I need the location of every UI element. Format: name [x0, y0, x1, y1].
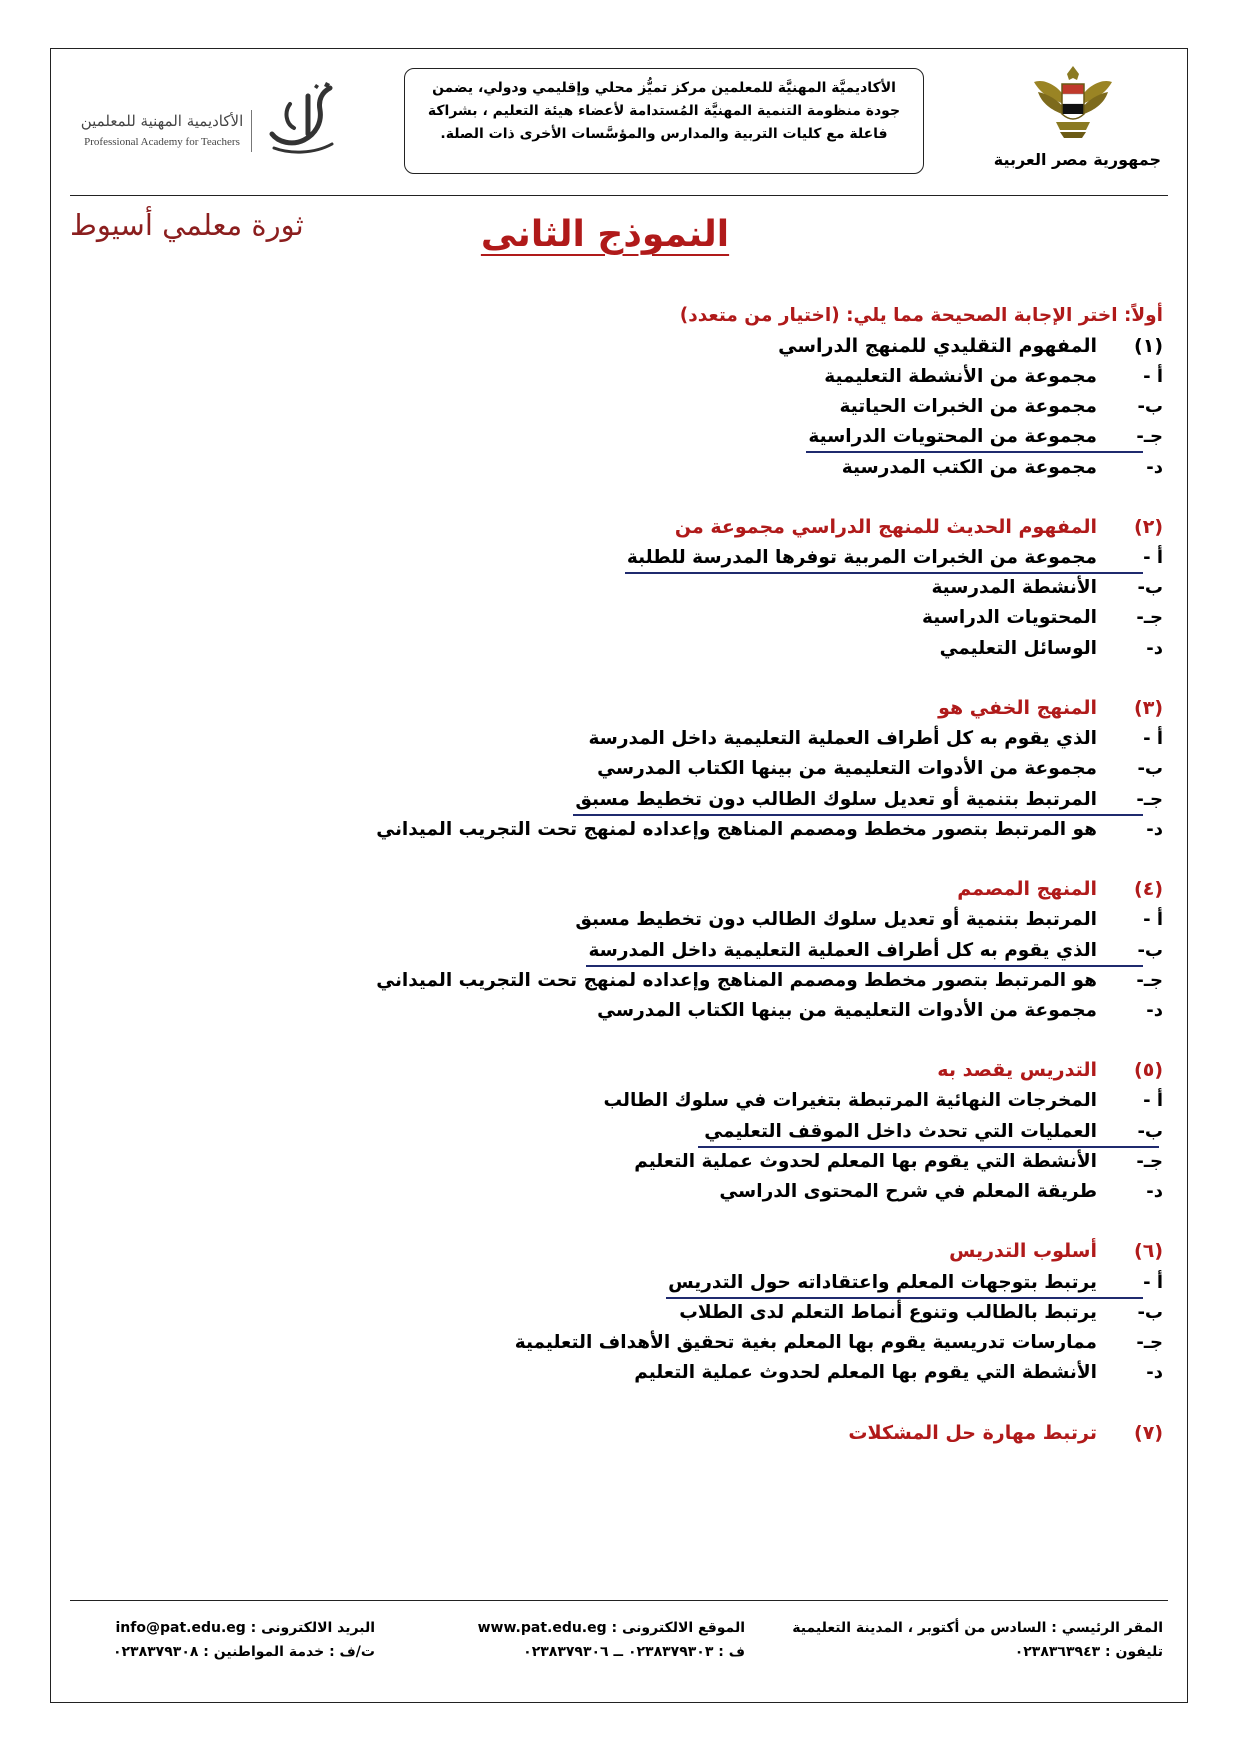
option-text: الوسائل التعليمي: [939, 637, 1097, 659]
correct-answer-text: يرتبط بتوجهات المعلم واعتقاداته حول التدريس: [668, 1271, 1097, 1293]
option-letter: د-: [1146, 637, 1163, 659]
option-letter: د-: [1146, 1362, 1163, 1384]
option-row: [73, 391, 1163, 421]
option-text: مجموعة من الأدوات التعليمية من بينها الكتاب المدرسي: [597, 1000, 1097, 1022]
question-number: (١): [1134, 334, 1163, 357]
logo-arabic-text: الأكاديمية المهنية للمعلمين: [80, 112, 244, 130]
academy-mission-box: [404, 68, 924, 174]
option-letter: أ -: [1143, 909, 1163, 931]
section-title: أولاً: اختر الإجابة الصحيحة مما يلي: (اختيار من متعدد): [679, 305, 1163, 326]
question-block: [73, 1055, 1163, 1207]
option-letter: جـ-: [1136, 426, 1163, 448]
option-row: [73, 572, 1163, 602]
option-row-correct: [73, 1116, 1163, 1146]
option-letter: أ -: [1143, 1271, 1163, 1293]
option-row: [73, 723, 1163, 753]
model-title: النموذج الثانى: [480, 214, 730, 255]
option-letter: ب-: [1137, 939, 1163, 961]
option-letter: جـ-: [1136, 607, 1163, 629]
option-text: يرتبط بالطالب وتنوع أنماط التعلم لدى الطلاب: [679, 1301, 1097, 1323]
footer-email: البريد الالكترونى : info@pat.edu.eg: [115, 1620, 375, 1636]
option-row: [73, 1358, 1163, 1388]
mission-line: جودة منظومة التنمية المهنيَّة المُستدامة لأعضاء هيئة التعليم ، بشراكة: [427, 103, 901, 119]
option-letter: أ -: [1143, 365, 1163, 387]
option-row: [73, 1297, 1163, 1327]
option-letter: أ -: [1143, 728, 1163, 750]
question-block: [73, 330, 1163, 482]
option-text: هو المرتبط بتصور مخطط ومصمم المناهج وإعداده لمنهج تحت التجريب الميداني: [376, 818, 1097, 840]
option-row: [73, 603, 1163, 633]
option-text: الذي يقوم به كل أطراف العملية التعليمية داخل المدرسة: [588, 728, 1097, 750]
source-stamp-text: ثورة معلمي أسيوط: [70, 208, 304, 242]
footer-phone: تليفون : ٠٢٣٨٣٦٣٩٤٣: [1014, 1644, 1163, 1660]
correct-answer-text: الذي يقوم به كل أطراف العملية التعليمية داخل المدرسة: [588, 939, 1097, 961]
correct-answer-text: مجموعة من المحتويات الدراسية: [808, 426, 1097, 448]
correct-answer-text: مجموعة من الخبرات المربية توفرها المدرسة للطلبة: [626, 546, 1097, 568]
option-text: مجموعة من الأنشطة التعليمية: [824, 365, 1097, 387]
option-letter: جـ-: [1136, 1150, 1163, 1172]
option-text: طريقة المعلم في شرح المحتوى الدراسي: [719, 1181, 1097, 1203]
question-number: (٢): [1134, 515, 1163, 538]
option-row: [73, 1086, 1163, 1116]
question-text: المنهج المصمم: [957, 878, 1097, 901]
option-letter: جـ-: [1136, 1332, 1163, 1354]
question-text: ترتبط مهارة حل المشكلات: [848, 1421, 1097, 1444]
question-block: [73, 1236, 1163, 1388]
option-letter: أ -: [1143, 1090, 1163, 1112]
option-text: المخرجات النهائية المرتبطة بتغيرات في سلوك الطالب: [603, 1090, 1097, 1112]
footer-hotline: ت/ف : خدمة المواطنين : ٠٢٣٨٣٧٩٣٠٨: [112, 1644, 375, 1660]
option-row-correct: [73, 784, 1163, 814]
question-text: أسلوب التدريس: [949, 1240, 1097, 1263]
question-header: [73, 874, 1163, 905]
option-row-correct: [73, 542, 1163, 572]
option-letter: ب-: [1137, 758, 1163, 780]
header-divider: [70, 195, 1168, 196]
option-letter: د-: [1146, 456, 1163, 478]
question-text: التدريس يقصد به: [937, 1059, 1097, 1082]
option-letter: جـ-: [1136, 969, 1163, 991]
option-text: هو المرتبط بتصور مخطط ومصمم المناهج وإعداده لمنهج تحت التجريب الميداني: [376, 969, 1097, 991]
question-number: (٣): [1134, 696, 1163, 719]
option-row: [73, 965, 1163, 995]
footer-fax: ف : ٠٢٣٨٣٧٩٣٠٣ ــ ٠٢٣٨٣٧٩٣٠٦: [523, 1644, 745, 1660]
option-row: [73, 633, 1163, 663]
footer-website: الموقع الالكترونى : www.pat.edu.eg: [477, 1620, 745, 1636]
mission-line: فاعلة مع كليات التربية والمدارس والمؤسَّسات الأخرى ذات الصلة.: [440, 126, 888, 142]
exam-content: [73, 305, 1163, 1448]
question-header: [73, 1417, 1163, 1448]
logo-english-text: Professional Academy for Teachers: [84, 136, 240, 148]
question-number: (٥): [1134, 1059, 1163, 1082]
option-row: [73, 1177, 1163, 1207]
option-text: المحتويات الدراسية: [921, 607, 1097, 629]
question-number: (٦): [1134, 1240, 1163, 1263]
option-text: الأنشطة التي يقوم بها المعلم لحدوث عملية التعليم: [634, 1362, 1097, 1384]
question-header: [73, 692, 1163, 723]
option-letter: ب-: [1137, 577, 1163, 599]
question-block: [73, 692, 1163, 844]
question-text: المفهوم الحديث للمنهج الدراسي مجموعة من: [674, 515, 1097, 538]
question-number: (٤): [1134, 878, 1163, 901]
option-letter: ب-: [1137, 1301, 1163, 1323]
option-letter: جـ-: [1136, 788, 1163, 810]
question-text: المفهوم التقليدي للمنهج الدراسي: [778, 334, 1097, 357]
academy-logo-icon: [260, 78, 344, 158]
correct-answer-text: المرتبط بتنمية أو تعديل سلوك الطالب دون تخطيط مسبق: [575, 788, 1097, 810]
question-header: [73, 511, 1163, 542]
option-letter: د-: [1146, 1000, 1163, 1022]
mission-line: الأكاديميَّة المهنيَّة للمعلمين مركز تميُّز محلي وإقليمي ودولي، يضمن: [432, 80, 896, 96]
question-number: (٧): [1134, 1421, 1163, 1444]
country-name: جمهورية مصر العربية: [993, 150, 1161, 169]
question-block: [73, 874, 1163, 1026]
question-block: [73, 511, 1163, 663]
question-text: المنهج الخفي هو: [938, 696, 1097, 719]
option-text: الأنشطة المدرسية: [931, 577, 1097, 599]
footer-address: المقر الرئيسي : السادس من أكتوبر ، المدينة التعليمية: [792, 1620, 1163, 1636]
option-text: مجموعة من الخبرات الحياتية: [839, 395, 1097, 417]
option-text: ممارسات تدريسية يقوم بها المعلم بغية تحقيق الأهداف التعليمية: [514, 1332, 1097, 1354]
option-letter: ب-: [1137, 395, 1163, 417]
option-letter: أ -: [1143, 546, 1163, 568]
option-row: [73, 1328, 1163, 1358]
option-row: [73, 1146, 1163, 1176]
question-header: [73, 330, 1163, 361]
question-header: [73, 1055, 1163, 1086]
option-row: [73, 754, 1163, 784]
question-header: [73, 1236, 1163, 1267]
option-text: المرتبط بتنمية أو تعديل سلوك الطالب دون تخطيط مسبق: [575, 909, 1097, 931]
option-row: [73, 814, 1163, 844]
option-text: مجموعة من الأدوات التعليمية من بينها الكتاب المدرسي: [597, 758, 1097, 780]
correct-answer-text: العمليات التي تحدث داخل الموقف التعليمي: [704, 1120, 1097, 1142]
option-row-correct: [73, 1267, 1163, 1297]
question-block: [73, 1417, 1163, 1448]
egypt-eagle-emblem-icon: [1030, 60, 1116, 150]
option-row: [73, 995, 1163, 1025]
footer-divider: [70, 1600, 1168, 1601]
option-text: الأنشطة التي يقوم بها المعلم لحدوث عملية التعليم: [634, 1150, 1097, 1172]
option-row: [73, 361, 1163, 391]
logo-divider: [251, 110, 252, 152]
option-letter: د-: [1146, 818, 1163, 840]
option-letter: د-: [1146, 1181, 1163, 1203]
option-row-correct: [73, 935, 1163, 965]
option-row: [73, 905, 1163, 935]
option-row: [73, 452, 1163, 482]
option-letter: ب-: [1137, 1120, 1163, 1142]
option-row-correct: [73, 422, 1163, 452]
option-text: مجموعة من الكتب المدرسية: [841, 456, 1097, 478]
